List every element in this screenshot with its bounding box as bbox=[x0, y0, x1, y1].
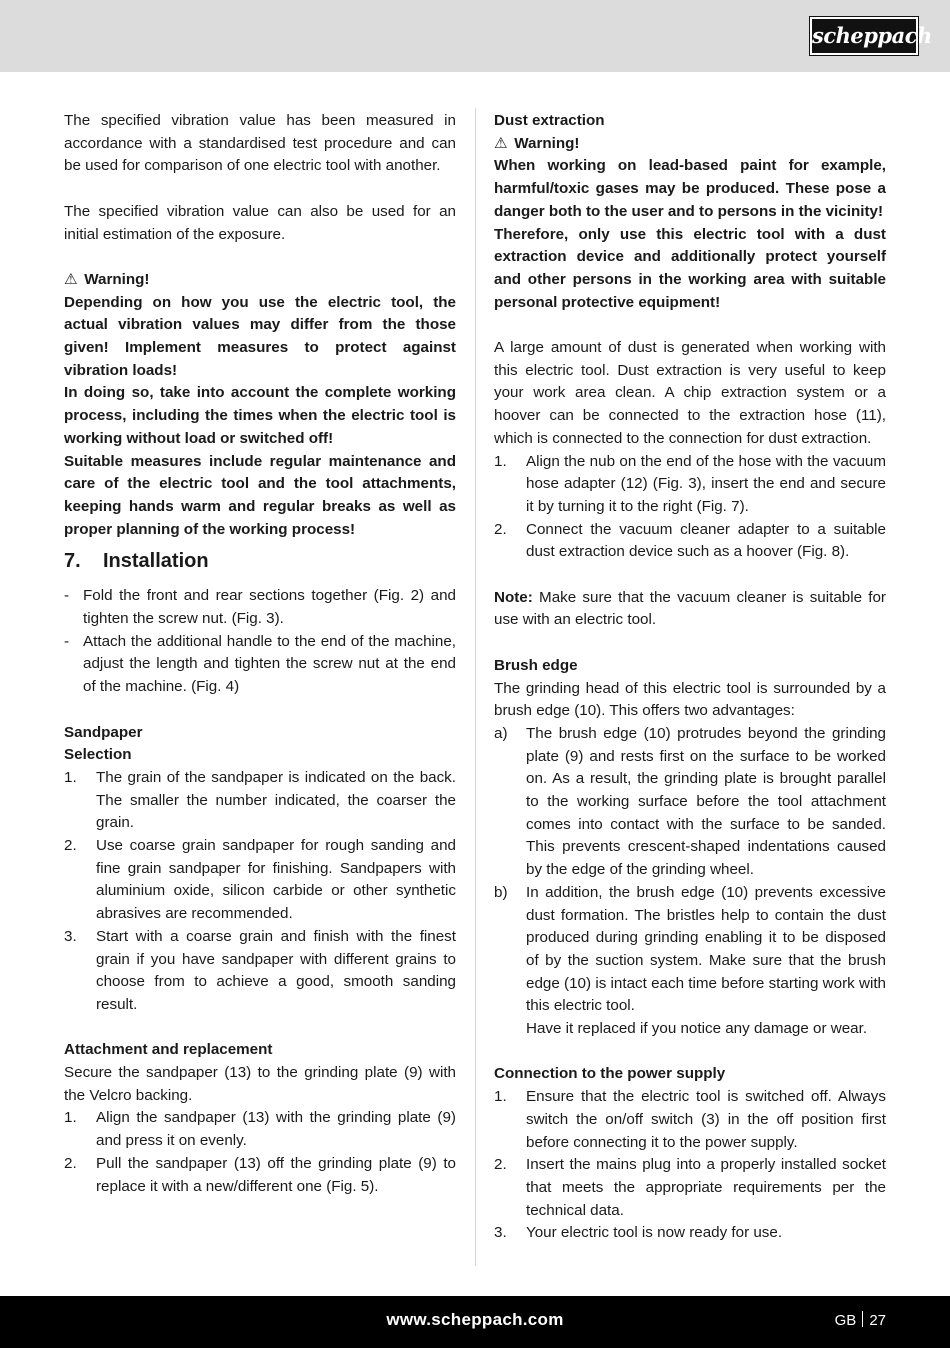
attachment-intro: Secure the sandpaper (13) to the grinding plate (9) with the Velcro backing. bbox=[64, 1064, 456, 1104]
list-item bbox=[64, 767, 456, 835]
power-supply-heading: Connection to the power supply bbox=[494, 1065, 726, 1083]
dust-warning-text-2: Therefore, only use this electric tool with a dust extraction device and additionally protect yourself and other persons in the working area with suitable personal protective equipment! bbox=[494, 225, 886, 311]
dust-list bbox=[494, 451, 886, 565]
list-item bbox=[64, 1153, 456, 1198]
list-item bbox=[64, 926, 456, 1017]
list-item-text: Ensure that the electric tool is switched off. Always switch the on/off switch (3) in the off position first before connecting it to the power supply. bbox=[526, 1088, 886, 1151]
brush-edge-tail: Have it replaced if you notice any damage or wear. bbox=[526, 1020, 868, 1038]
footer-bar bbox=[0, 1296, 950, 1348]
list-item-text: Your electric tool is now ready for use. bbox=[526, 1224, 783, 1242]
website-link[interactable]: www.scheppach.com bbox=[386, 1310, 564, 1329]
language-code: GB bbox=[834, 1312, 857, 1329]
list-item bbox=[494, 723, 886, 882]
dust-warning-heading bbox=[494, 133, 886, 156]
list-number: 2. bbox=[64, 1154, 77, 1172]
dust-paragraph: A large amount of dust is generated when working with this electric tool. Dust extraction is very useful to keep your work area clean. A chip extraction system or a hoover can be connected to the extraction hose (11), which is connected to the connection for dust extraction. bbox=[494, 339, 886, 447]
list-letter: a) bbox=[494, 724, 508, 742]
list-number: 1. bbox=[64, 1109, 77, 1127]
list-number: 3. bbox=[64, 927, 77, 945]
list-item-text: Start with a coarse grain and finish with the finest grain if you have sandpaper with different grains to choose from to achieve a good, smooth sanding result. bbox=[96, 927, 456, 1013]
list-item-text: Insert the mains plug into a properly installed socket that meets the appropriate requirements per the technical data. bbox=[526, 1156, 886, 1219]
list-number: 1. bbox=[494, 1088, 507, 1106]
list-item-text: Use coarse grain sandpaper for rough sanding and fine grain sandpaper for finishing. Sandpapers with aluminium oxide, silicon carbide or other synthetic abrasives are recommended. bbox=[96, 837, 456, 923]
selection-heading: Selection bbox=[64, 746, 132, 764]
list-number: 1. bbox=[494, 452, 507, 470]
section-title: Installation bbox=[103, 550, 209, 573]
header-bar bbox=[0, 0, 950, 72]
dash-marker: - bbox=[64, 587, 70, 605]
list-number: 2. bbox=[494, 1156, 507, 1174]
list-item bbox=[494, 882, 886, 1018]
list-item-text: Connect the vacuum cleaner adapter to a suitable dust extraction device such as a hoover (Fig. 8). bbox=[526, 520, 886, 561]
warning-triangle-icon: ⚠ bbox=[64, 270, 78, 288]
brand-logo: scheppach bbox=[810, 17, 918, 55]
attachment-heading: Attachment and replacement bbox=[64, 1041, 273, 1059]
list-item bbox=[494, 1222, 886, 1245]
list-number: 2. bbox=[494, 520, 507, 538]
list-item-text: Align the nub on the end of the hose with the vacuum hose adapter (12) (Fig. 3), insert the end and secure it by turning it to the right (Fig. 7). bbox=[526, 452, 886, 515]
list-item-text: Fold the front and rear sections together (Fig. 2) and tighten the screw nut. (Fig. 3). bbox=[83, 587, 456, 628]
vibration-warning-text-1: Depending on how you use the electric tool, the actual vibration values may differ from the those given! Implement measures to protect against vibration loads! bbox=[64, 293, 456, 379]
dash-marker: - bbox=[64, 632, 70, 650]
brush-edge-heading: Brush edge bbox=[494, 656, 578, 674]
section-number: 7. bbox=[64, 550, 81, 573]
dust-warning-text-1: When working on lead-based paint for example, harmful/toxic gases may be produced. These pose a danger both to the user and to persons in the vicinity! bbox=[494, 157, 886, 220]
attachment-list bbox=[64, 1107, 456, 1198]
list-item-text: The grain of the sandpaper is indicated on the back. The smaller the number indicated, the coarser the grain. bbox=[96, 768, 456, 832]
brush-edge-list bbox=[494, 723, 886, 1018]
left-column bbox=[64, 110, 456, 1198]
list-item bbox=[494, 519, 886, 564]
list-item-text: Pull the sandpaper (13) off the grinding plate (9) to replace it with a new/different one (Fig. 5). bbox=[96, 1154, 456, 1195]
list-item bbox=[494, 1154, 886, 1222]
selection-list bbox=[64, 767, 456, 1017]
list-item bbox=[64, 585, 456, 630]
column-divider bbox=[475, 108, 476, 1266]
list-item bbox=[64, 1107, 456, 1152]
list-item bbox=[64, 835, 456, 926]
right-column bbox=[494, 110, 886, 1245]
page-separator bbox=[862, 1311, 863, 1327]
note-label: Note: bbox=[494, 588, 533, 606]
dust-extraction-heading: Dust extraction bbox=[494, 112, 605, 129]
vibration-warning-text-3: Suitable measures include regular maintenance and care of the electric tool and the tool attachments, keeping hands warm and regular breaks as well as proper planning of the working process! bbox=[64, 452, 456, 538]
list-item-text: The brush edge (10) protrudes beyond the grinding plate (9) and rests first on the surface to be worked on. As a result, the grinding plate is brought parallel to the working surface before the tool attachment comes into contact with the surface to be sanded. This prevents crescent-shaped indentations caused by the edge of the grinding wheel. bbox=[526, 724, 886, 879]
power-supply-list bbox=[494, 1086, 886, 1245]
note-paragraph bbox=[494, 587, 886, 632]
warning-triangle-icon: ⚠ bbox=[494, 134, 508, 152]
list-item bbox=[64, 631, 456, 699]
note-text: Make sure that the vacuum cleaner is suitable for use with an electric tool. bbox=[494, 588, 886, 629]
section-heading-installation bbox=[64, 549, 456, 573]
list-letter: b) bbox=[494, 883, 508, 901]
list-item-text: Attach the additional handle to the end of the machine, adjust the length and tighten the screw nut at the end of the machine. (Fig. 4) bbox=[83, 632, 456, 696]
list-item-text: Align the sandpaper (13) with the grinding plate (9) and press it on evenly. bbox=[96, 1109, 456, 1150]
page-number: 27 bbox=[869, 1312, 886, 1329]
vibration-paragraph-2: The specified vibration value can also be used for an initial estimation of the exposure. bbox=[64, 202, 456, 243]
list-number: 2. bbox=[64, 837, 77, 855]
warning-title: Warning! bbox=[514, 134, 580, 152]
warning-title: Warning! bbox=[84, 270, 150, 288]
installation-list bbox=[64, 585, 456, 699]
vibration-paragraph-1: The specified vibration value has been measured in accordance with a standardised test procedure and can be used for comparison of one electric tool with another. bbox=[64, 112, 456, 175]
brush-edge-intro: The grinding head of this electric tool is surrounded by a brush edge (10). This offers two advantages: bbox=[494, 679, 886, 720]
list-item-text: In addition, the brush edge (10) prevents excessive dust formation. The bristles help to contain the dust produced during grinding enabling it to be disposed of by the suction system. Make sure that the brush edge (10) is intact each time before starting work with this electric tool. bbox=[526, 883, 886, 1015]
list-number: 3. bbox=[494, 1224, 507, 1242]
list-number: 1. bbox=[64, 768, 77, 786]
page-indicator bbox=[835, 1311, 886, 1329]
list-item bbox=[494, 1086, 886, 1154]
list-item bbox=[494, 451, 886, 519]
sandpaper-heading: Sandpaper bbox=[64, 723, 143, 741]
vibration-warning-heading bbox=[64, 269, 456, 292]
vibration-warning-text-2: In doing so, take into account the complete working process, including the times when the electric tool is working without load or switched off! bbox=[64, 384, 456, 447]
